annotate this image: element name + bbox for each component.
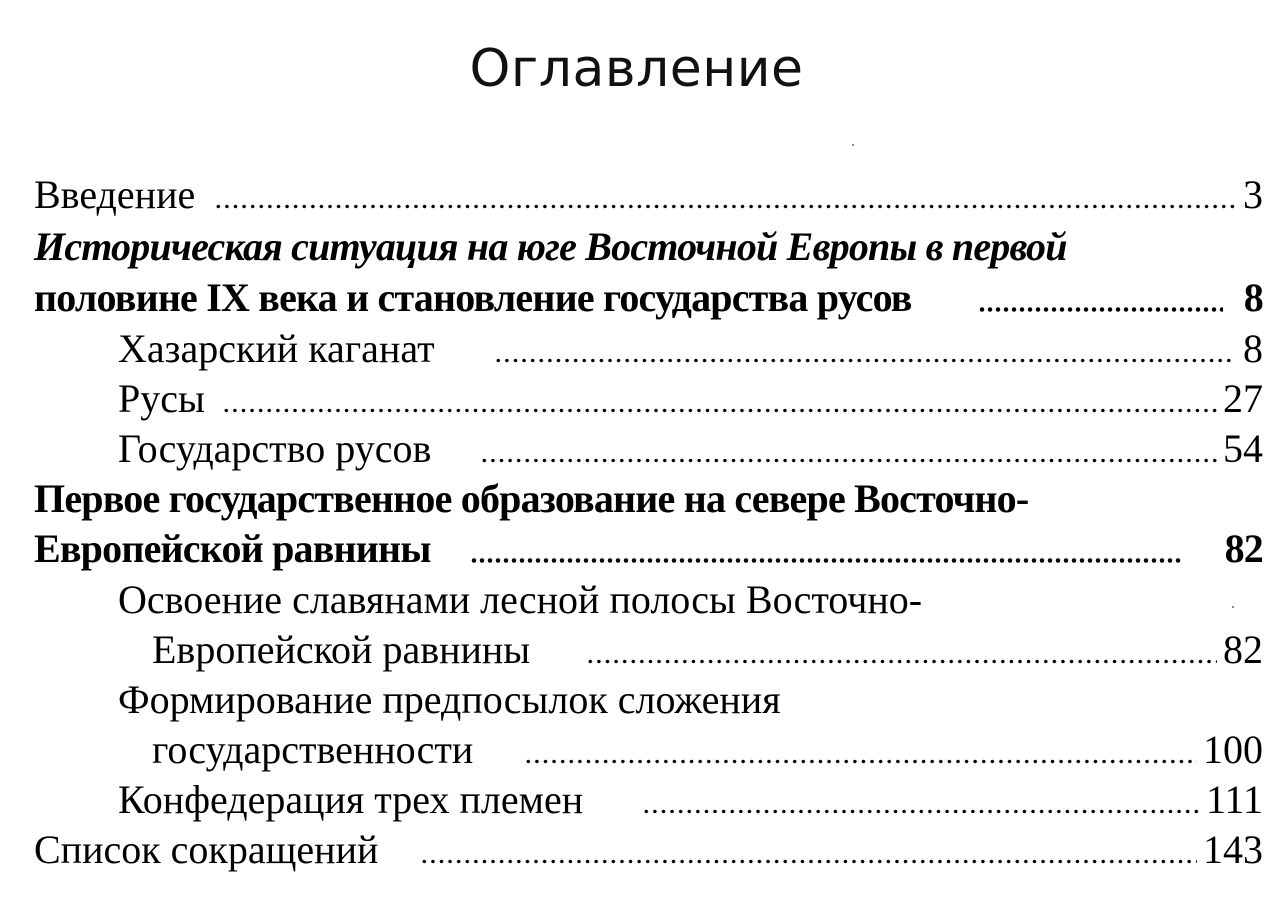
- toc-page-number: 8: [1243, 275, 1263, 320]
- toc-entry-slavic-settlement-continued[interactable]: [0, 625, 1273, 675]
- toc-section-heading-continued[interactable]: [0, 524, 1273, 574]
- toc-entry-rus[interactable]: [0, 374, 1273, 424]
- scan-speck: [852, 144, 854, 146]
- toc-entry-title: Европейской равнины: [34, 526, 431, 571]
- toc-entry-three-tribes-confederation[interactable]: [0, 775, 1273, 825]
- toc-section-heading[interactable]: [0, 474, 1273, 524]
- toc-entry-statehood-preconditions[interactable]: [0, 675, 1273, 725]
- dot-leader: [524, 759, 1197, 764]
- toc-section-heading[interactable]: [0, 222, 1273, 272]
- toc-page-number: 111: [1205, 777, 1263, 822]
- dot-leader: [214, 204, 1235, 209]
- toc-entry-title: Формирование предпосылок сложения: [118, 677, 781, 722]
- dot-leader: [480, 458, 1217, 463]
- toc-entry-title: Список сокращений: [34, 827, 379, 872]
- toc-entry-title: Конфедерация трех племен: [118, 777, 584, 822]
- toc-entry-title: Введение: [34, 172, 196, 217]
- toc-page-number: 54: [1223, 426, 1263, 471]
- toc-entry-title: Европейской равнины: [152, 627, 531, 672]
- dot-leader: [586, 659, 1217, 664]
- toc-entry-khazar-khaganate[interactable]: [0, 324, 1273, 374]
- toc-entry-slavic-settlement[interactable]: [0, 575, 1273, 625]
- dot-leader: [470, 558, 1181, 563]
- toc-page-number: 100: [1203, 727, 1263, 772]
- dot-leader: [494, 358, 1233, 363]
- toc-entry-title: Хазарский каганат: [118, 326, 435, 371]
- toc-entry-title: Первое государственное образование на севере Восточно-: [34, 476, 1029, 521]
- page-title: Оглавление: [469, 39, 804, 99]
- toc-entry-title: Государство русов: [118, 426, 432, 471]
- dot-leader: [420, 859, 1197, 864]
- toc-page-number: 143: [1203, 827, 1263, 872]
- toc-entry-introduction[interactable]: [0, 170, 1273, 220]
- toc-page-number: 8: [1243, 326, 1263, 371]
- dot-leader: [642, 809, 1200, 814]
- toc-entry-title: государственности: [152, 727, 474, 772]
- toc-section-heading-continued[interactable]: [0, 273, 1273, 323]
- toc-page-number: 82: [1224, 526, 1263, 571]
- toc-page-number: 82: [1223, 627, 1263, 672]
- toc-page-number: 3: [1243, 172, 1263, 217]
- scan-speck: [1232, 606, 1234, 608]
- toc-entry-title: Историческая ситуация на юге Восточной Европы в первой: [34, 224, 1067, 269]
- toc-page-number: 27: [1223, 376, 1263, 421]
- toc-entry-statehood-preconditions-continued[interactable]: [0, 725, 1273, 775]
- dot-leader: [978, 307, 1223, 312]
- toc-entry-rus-state[interactable]: [0, 424, 1273, 474]
- dot-leader: [222, 408, 1217, 413]
- toc-entry-title: Освоение славянами лесной полосы Восточно-: [118, 577, 923, 622]
- toc-entry-title: Русы: [118, 376, 205, 421]
- toc-entry-title: половине IX века и становление государства русов: [34, 275, 912, 320]
- toc-entry-abbreviations[interactable]: [0, 825, 1273, 875]
